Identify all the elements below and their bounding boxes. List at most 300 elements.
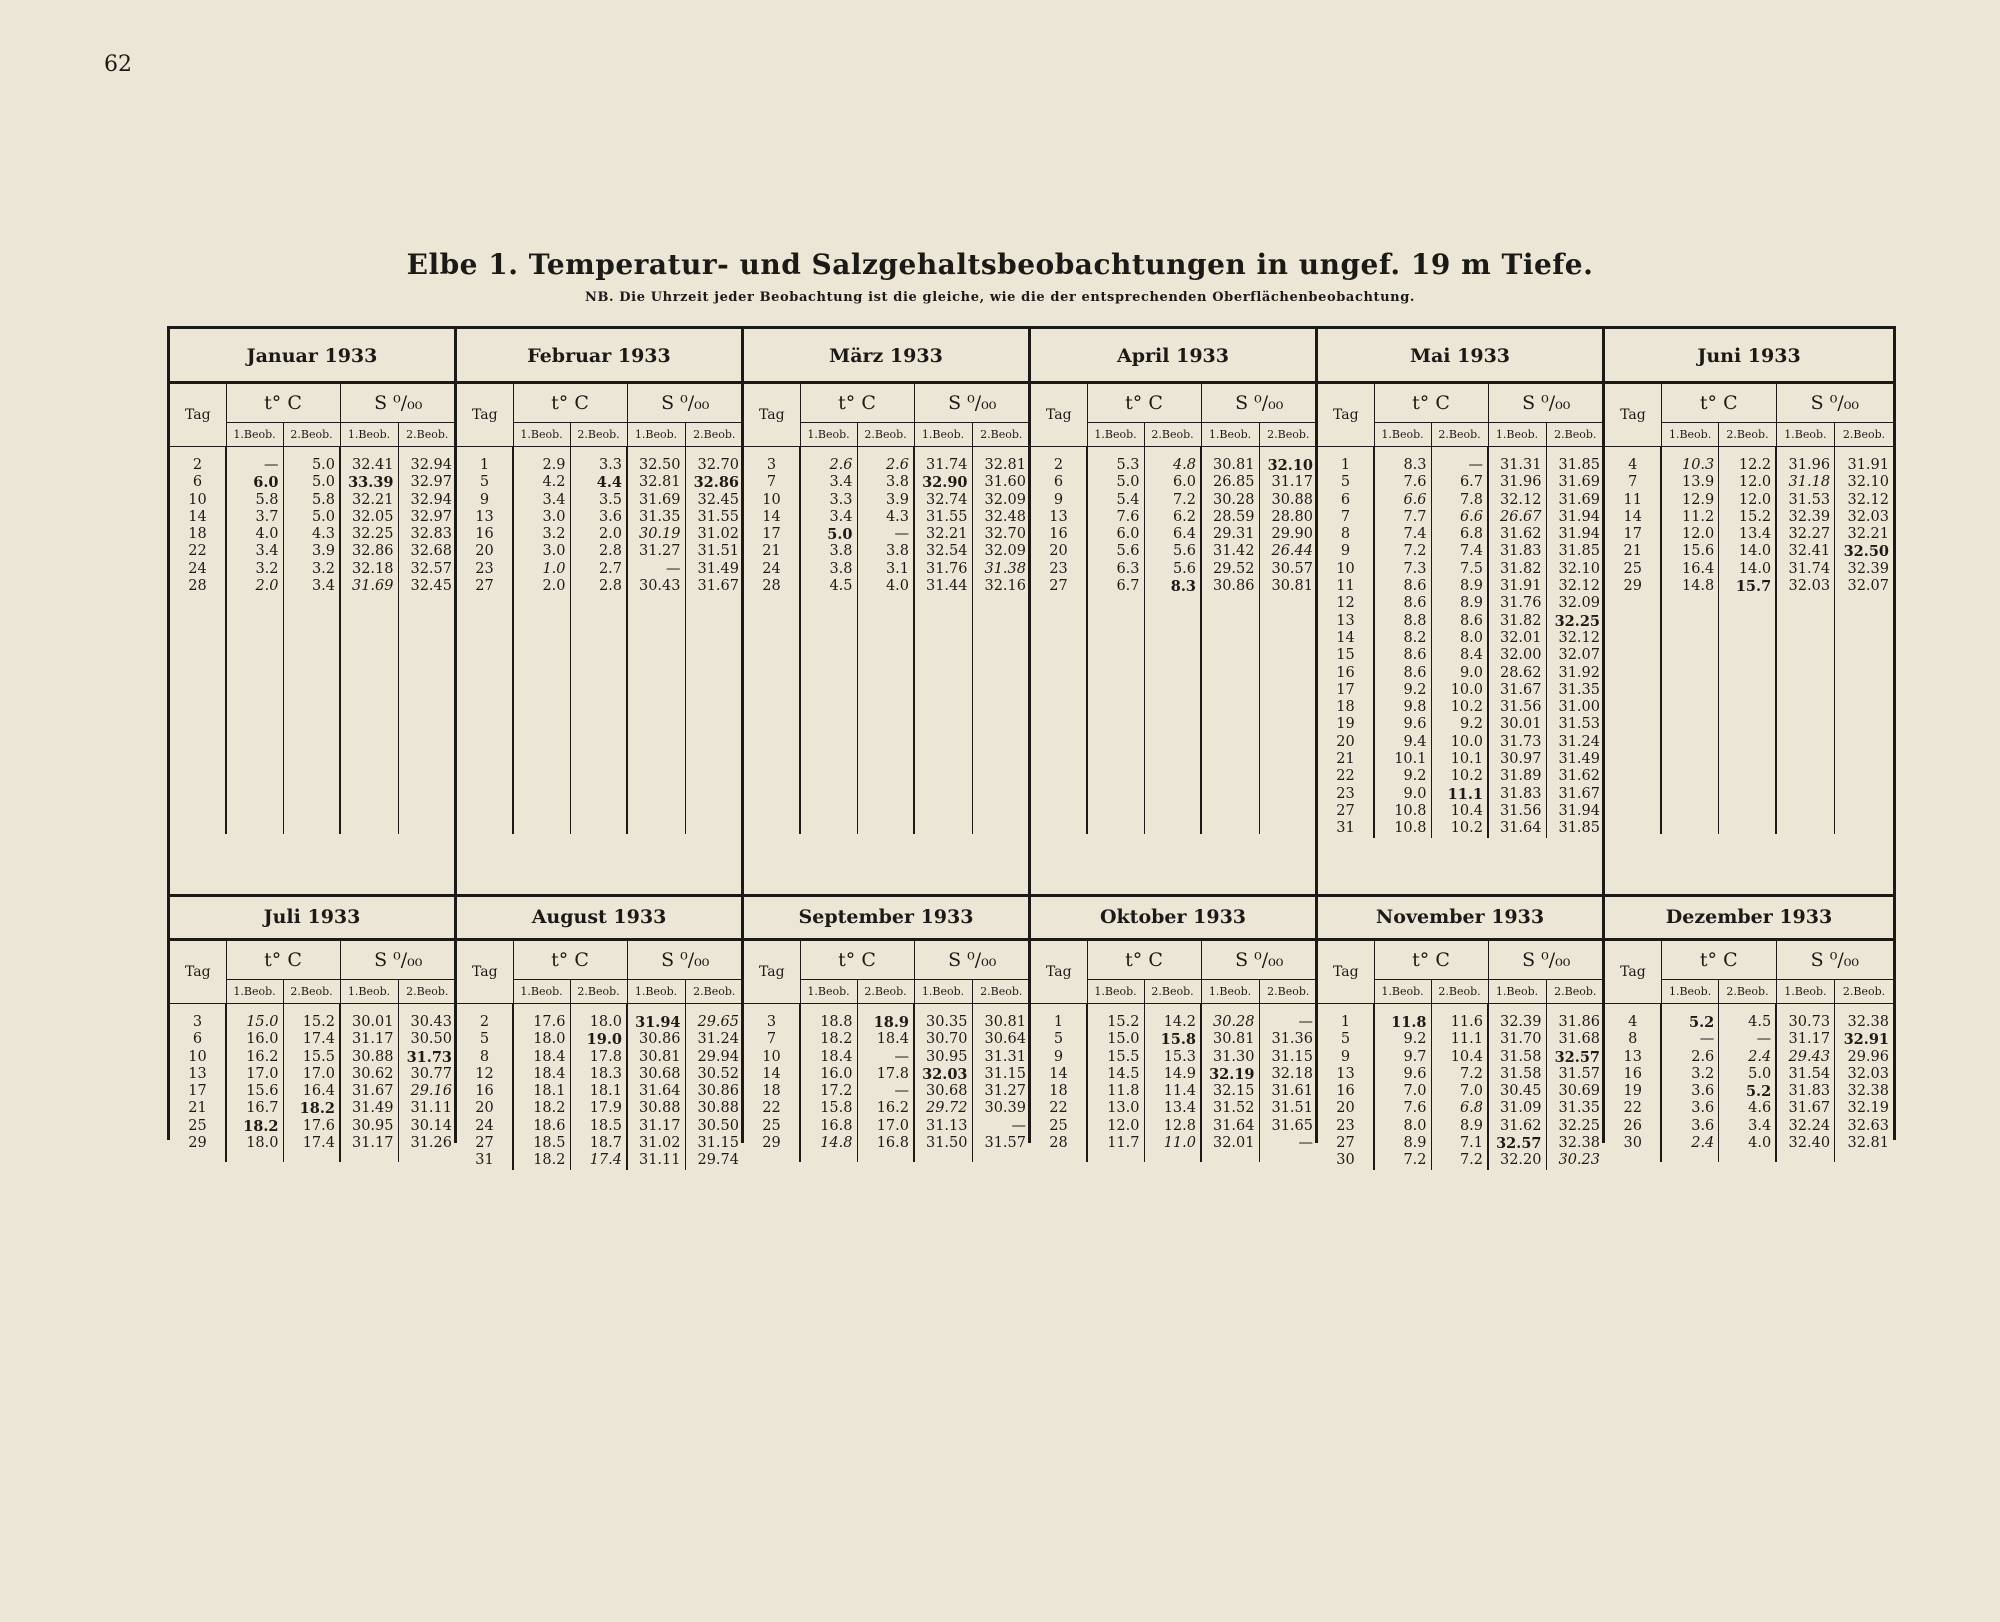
cell-temp-obs2: 8.0 [1431, 630, 1488, 647]
cell-temp-obs2: 17.9 [570, 1100, 627, 1117]
temperature-header: t° C [226, 941, 340, 980]
cell-salt-obs1: 32.15 [1201, 1083, 1259, 1100]
month-panel-7 [170, 897, 457, 1152]
cell-temp-obs2: 15.7 [1719, 578, 1776, 595]
month-table [1031, 941, 1317, 1162]
month-table [1318, 941, 1604, 1170]
cell-day: 20 [1336, 1100, 1355, 1117]
cell-temp-obs1: 5.0 [1087, 474, 1144, 491]
cell-salt-obs1: 31.74 [1776, 561, 1834, 578]
cell-temp-obs1: 4.0 [226, 526, 283, 543]
cell-temp-obs2: 5.8 [283, 492, 340, 509]
filler-row [1031, 1152, 1317, 1162]
cell-salt-obs1: 32.21 [340, 492, 398, 509]
cell-salt-obs2: 31.61 [1259, 1083, 1317, 1100]
cell-salt-obs2: 31.65 [1259, 1118, 1317, 1135]
table-row [744, 447, 1030, 475]
temp-obs1-header: 1.Beob. [800, 980, 857, 1004]
cell-day: 13 [1336, 612, 1355, 629]
cell-temp-obs2: 7.8 [1431, 492, 1488, 509]
cell-day: 8 [479, 1048, 490, 1065]
table-row [744, 509, 1030, 526]
filler-cell [1776, 595, 1834, 834]
cell-salt-obs2: 30.64 [972, 1031, 1030, 1048]
table-row [1318, 1152, 1604, 1169]
cell-temp-obs1: 9.8 [1374, 699, 1431, 716]
table-row [170, 578, 456, 595]
cell-salt-obs2: 32.38 [1835, 1083, 1893, 1100]
filler-cell [1605, 595, 1661, 834]
salt-obs2-header: 2.Beob. [1259, 980, 1317, 1004]
cell-temp-obs1: 16.2 [226, 1049, 283, 1066]
cell-temp-obs1: 3.2 [513, 526, 570, 543]
cell-salt-obs1: 31.89 [1488, 768, 1546, 785]
cell-day: 25 [188, 1117, 207, 1134]
table-row [744, 1066, 1030, 1083]
cell-day: 10 [188, 491, 207, 508]
cell-temp-obs2: 5.0 [283, 447, 340, 475]
cell-day: 28 [1049, 1135, 1068, 1152]
table-row [1318, 1031, 1604, 1048]
table-row [1318, 699, 1604, 716]
cell-temp-obs1: 15.0 [1087, 1031, 1144, 1048]
cell-temp-obs1: 5.6 [1087, 543, 1144, 560]
observation-grid [167, 326, 1896, 1169]
cell-temp-obs2: 11.6 [1431, 1004, 1488, 1032]
cell-salt-obs1: 31.96 [1776, 447, 1834, 475]
temperature-header: t° C [513, 384, 627, 423]
salt-obs2-header: 2.Beob. [1546, 980, 1604, 1004]
cell-day: 13 [1623, 1048, 1642, 1065]
cell-day: 14 [1336, 629, 1355, 646]
cell-temp-obs2: 8.9 [1431, 595, 1488, 612]
filler-row [744, 595, 1030, 834]
filler-cell [800, 1152, 857, 1162]
table-row [1318, 716, 1604, 733]
temperature-header: t° C [800, 941, 914, 980]
cell-salt-obs2: 31.69 [1546, 474, 1604, 491]
table-row [457, 1100, 743, 1117]
cell-day: 24 [762, 560, 781, 577]
temp-obs1-header: 1.Beob. [513, 980, 570, 1004]
cell-day: 10 [762, 1048, 781, 1065]
filler-cell [914, 1152, 972, 1162]
cell-temp-obs1: 18.2 [513, 1152, 570, 1169]
cell-temp-obs1: 5.8 [226, 492, 283, 509]
cell-temp-obs1: 16.4 [1661, 561, 1718, 578]
cell-day: 2 [1053, 457, 1064, 473]
cell-temp-obs2: 2.6 [857, 447, 914, 475]
salinity-header: S ⁰/₀₀ [1201, 941, 1317, 980]
month-panel-11 [1318, 897, 1605, 1169]
cell-salt-obs2: 29.74 [685, 1152, 743, 1169]
filler-cell [170, 1152, 226, 1162]
table-row [170, 1004, 456, 1032]
cell-salt-obs1: 31.64 [627, 1083, 685, 1100]
cell-day: 21 [188, 1100, 207, 1117]
cell-temp-obs2: 4.0 [1719, 1135, 1776, 1152]
cell-temp-obs1: 18.5 [513, 1135, 570, 1152]
cell-day: 22 [762, 1100, 781, 1117]
cell-salt-obs2: 32.16 [972, 578, 1030, 595]
cell-day: 14 [762, 1065, 781, 1082]
cell-day: 6 [1053, 474, 1064, 491]
cell-salt-obs1: 32.41 [1776, 543, 1834, 560]
cell-salt-obs1: 31.27 [627, 543, 685, 560]
cell-day: 1 [1340, 457, 1351, 473]
tag-header: Tag [744, 941, 800, 1004]
filler-cell [1031, 595, 1087, 834]
cell-salt-obs2: 31.62 [1546, 768, 1604, 785]
cell-temp-obs2: 10.4 [1431, 1049, 1488, 1066]
filler-cell [1661, 595, 1718, 834]
table-row [744, 474, 1030, 491]
filler-cell [283, 1152, 340, 1162]
table-row [1318, 1083, 1604, 1100]
cell-salt-obs1: 32.03 [1776, 578, 1834, 595]
cell-temp-obs2: 18.0 [570, 1004, 627, 1032]
cell-temp-obs2: 9.0 [1431, 665, 1488, 682]
table-row [1031, 561, 1317, 578]
cell-temp-obs1: 7.2 [1374, 1152, 1431, 1169]
table-row [744, 1118, 1030, 1135]
month-heading: März 1933 [744, 329, 1028, 384]
cell-temp-obs2: — [1719, 1031, 1776, 1048]
table-row [1318, 492, 1604, 509]
cell-temp-obs1: 9.0 [1374, 786, 1431, 803]
cell-salt-obs1: 31.52 [1201, 1100, 1259, 1117]
cell-salt-obs2: 32.50 [1835, 543, 1893, 560]
cell-salt-obs2: 31.11 [398, 1100, 456, 1117]
cell-temp-obs2: 15.2 [283, 1004, 340, 1032]
cell-temp-obs1: 7.6 [1374, 474, 1431, 491]
cell-day: 10 [188, 1048, 207, 1065]
table-row [170, 526, 456, 543]
filler-cell [857, 595, 914, 834]
table-row [457, 561, 743, 578]
filler-row [1031, 595, 1317, 834]
tag-header: Tag [744, 384, 800, 447]
cell-salt-obs2: 30.88 [1259, 492, 1317, 509]
cell-temp-obs1: 3.6 [1661, 1118, 1718, 1135]
cell-salt-obs2: 32.25 [1546, 613, 1604, 630]
cell-salt-obs2: 32.18 [1259, 1066, 1317, 1083]
temperature-header: t° C [513, 941, 627, 980]
salt-obs2-header: 2.Beob. [1835, 423, 1893, 447]
cell-temp-obs2: 3.8 [857, 543, 914, 560]
cell-temp-obs2: 3.3 [570, 447, 627, 475]
cell-day: 23 [1336, 1117, 1355, 1134]
cell-temp-obs2: 5.0 [283, 509, 340, 526]
filler-row [1605, 1152, 1893, 1162]
cell-temp-obs2: 6.0 [1144, 474, 1201, 491]
cell-salt-obs1: 28.59 [1201, 509, 1259, 526]
salt-obs1-header: 1.Beob. [627, 980, 685, 1004]
table-row [1318, 647, 1604, 664]
cell-salt-obs1: 30.88 [340, 1049, 398, 1066]
cell-temp-obs2: 5.6 [1144, 561, 1201, 578]
filler-cell [1776, 1152, 1834, 1162]
cell-day: 20 [1049, 543, 1068, 560]
table-row [1318, 526, 1604, 543]
cell-day: 25 [762, 1117, 781, 1134]
tag-header: Tag [1031, 941, 1087, 1004]
cell-temp-obs2: 18.5 [570, 1118, 627, 1135]
cell-temp-obs1: 8.6 [1374, 647, 1431, 664]
table-row [1318, 1066, 1604, 1083]
cell-salt-obs1: 31.17 [627, 1118, 685, 1135]
temp-obs1-header: 1.Beob. [226, 980, 283, 1004]
cell-salt-obs1: 32.18 [340, 561, 398, 578]
cell-temp-obs2: 10.1 [1431, 751, 1488, 768]
cell-temp-obs2: 3.9 [283, 543, 340, 560]
table-row [1318, 543, 1604, 560]
cell-salt-obs1: 31.74 [914, 447, 972, 475]
cell-temp-obs2: 13.4 [1719, 526, 1776, 543]
cell-salt-obs1: 33.39 [340, 474, 398, 491]
cell-day: 16 [1049, 526, 1068, 543]
cell-temp-obs2: 15.3 [1144, 1049, 1201, 1066]
cell-salt-obs1: 30.70 [914, 1031, 972, 1048]
table-row [170, 561, 456, 578]
cell-salt-obs1: 31.54 [1776, 1066, 1834, 1083]
cell-day: 7 [1628, 474, 1638, 491]
cell-salt-obs1: 30.43 [627, 578, 685, 595]
cell-temp-obs2: 7.5 [1431, 561, 1488, 578]
cell-temp-obs2: 6.2 [1144, 509, 1201, 526]
cell-day: 16 [1623, 1065, 1642, 1082]
cell-day: 5 [1340, 474, 1351, 491]
cell-temp-obs1: 7.0 [1374, 1083, 1431, 1100]
cell-temp-obs1: 18.0 [226, 1135, 283, 1152]
cell-salt-obs1: 31.58 [1488, 1066, 1546, 1083]
cell-salt-obs2: 31.15 [972, 1066, 1030, 1083]
salt-obs1-header: 1.Beob. [1201, 423, 1259, 447]
tag-header: Tag [1605, 941, 1661, 1004]
cell-day: 9 [1053, 491, 1064, 508]
cell-salt-obs1: 29.31 [1201, 526, 1259, 543]
cell-day: 27 [1049, 578, 1068, 595]
month-table [744, 384, 1030, 834]
cell-salt-obs1: 31.94 [627, 1004, 685, 1032]
cell-day: 8 [1628, 1031, 1638, 1048]
filler-cell [1144, 1152, 1201, 1162]
cell-day: 17 [188, 1083, 207, 1100]
cell-salt-obs2: 32.12 [1546, 630, 1604, 647]
cell-temp-obs2: 12.2 [1719, 447, 1776, 475]
salinity-header: S ⁰/₀₀ [1776, 941, 1893, 980]
cell-temp-obs2: 9.2 [1431, 716, 1488, 733]
temp-obs2-header: 2.Beob. [1719, 423, 1776, 447]
cell-day: 14 [762, 508, 781, 525]
table-row [1318, 734, 1604, 751]
cell-day: 22 [1049, 1100, 1068, 1117]
month-panel-4 [1031, 329, 1318, 894]
cell-temp-obs2: 19.0 [570, 1031, 627, 1048]
cell-temp-obs2: 18.3 [570, 1066, 627, 1083]
cell-temp-obs2: 18.4 [857, 1031, 914, 1048]
salt-obs2-header: 2.Beob. [685, 423, 743, 447]
cell-temp-obs2: 8.9 [1431, 578, 1488, 595]
page-title: Elbe 1. Temperatur- und Salzgehaltsbeobachtungen in ungef. 19 m Tiefe. [406, 248, 1594, 281]
cell-day: 24 [188, 560, 207, 577]
temp-obs2-header: 2.Beob. [857, 980, 914, 1004]
cell-salt-obs2: 30.43 [398, 1004, 456, 1032]
cell-salt-obs2: 31.92 [1546, 665, 1604, 682]
salt-obs2-header: 2.Beob. [972, 423, 1030, 447]
cell-temp-obs1: 15.0 [226, 1004, 283, 1032]
salt-obs2-header: 2.Beob. [685, 980, 743, 1004]
month-heading: Juni 1933 [1605, 329, 1893, 384]
cell-salt-obs1: 32.20 [1488, 1152, 1546, 1169]
cell-salt-obs2: 30.81 [1259, 578, 1317, 595]
cell-salt-obs2: 32.38 [1546, 1135, 1604, 1152]
cell-day: 17 [762, 526, 781, 543]
cell-temp-obs1: 8.8 [1374, 613, 1431, 630]
cell-salt-obs1: 31.02 [627, 1135, 685, 1152]
month-heading: Juli 1933 [170, 897, 454, 941]
cell-salt-obs2: 32.09 [1546, 595, 1604, 612]
cell-salt-obs2: 30.50 [685, 1118, 743, 1135]
cell-temp-obs2: 18.1 [570, 1083, 627, 1100]
cell-day: 27 [475, 1135, 494, 1152]
cell-day: 15 [1336, 647, 1355, 664]
cell-temp-obs1: 18.2 [513, 1100, 570, 1117]
cell-salt-obs1: 32.50 [627, 447, 685, 475]
cell-temp-obs2: 14.0 [1719, 561, 1776, 578]
cell-temp-obs1: 5.4 [1087, 492, 1144, 509]
cell-day: 27 [1336, 802, 1355, 819]
filler-cell [283, 595, 340, 834]
filler-cell [1835, 1152, 1893, 1162]
cell-salt-obs1: 31.35 [627, 509, 685, 526]
cell-temp-obs2: 7.2 [1431, 1152, 1488, 1169]
cell-salt-obs2: 31.49 [1546, 751, 1604, 768]
cell-salt-obs2: 28.80 [1259, 509, 1317, 526]
cell-temp-obs2: 18.2 [283, 1100, 340, 1117]
table-row [1605, 1118, 1893, 1135]
cell-salt-obs2: 32.45 [685, 492, 743, 509]
cell-salt-obs1: 31.64 [1201, 1118, 1259, 1135]
cell-temp-obs2: 5.6 [1144, 543, 1201, 560]
cell-temp-obs1: 4.5 [800, 578, 857, 595]
cell-day: 6 [192, 1031, 203, 1048]
filler-cell [1719, 1152, 1776, 1162]
table-row [1031, 1135, 1317, 1152]
table-row [1318, 630, 1604, 647]
cell-salt-obs1: 31.55 [914, 509, 972, 526]
table-row [744, 561, 1030, 578]
cell-day: 22 [1623, 1100, 1642, 1117]
cell-temp-obs1: 8.6 [1374, 665, 1431, 682]
page-number: 62 [104, 52, 132, 77]
filler-cell [1201, 1152, 1259, 1162]
cell-temp-obs1: 11.8 [1087, 1083, 1144, 1100]
cell-temp-obs2: 5.0 [1719, 1066, 1776, 1083]
page-subtitle: NB. Die Uhrzeit jeder Beobachtung ist die gleiche, wie die der entsprechenden Oberflächenbeobachtung. [584, 290, 1416, 305]
cell-salt-obs2: 31.68 [1546, 1031, 1604, 1048]
cell-temp-obs1: 12.0 [1661, 526, 1718, 543]
cell-temp-obs1: 10.1 [1374, 751, 1431, 768]
cell-day: 22 [188, 543, 207, 560]
cell-temp-obs2: 13.4 [1144, 1100, 1201, 1117]
filler-cell [398, 1152, 456, 1162]
filler-cell [744, 1152, 800, 1162]
cell-temp-obs2: 8.3 [1144, 578, 1201, 595]
cell-temp-obs1: 16.0 [800, 1066, 857, 1083]
cell-temp-obs1: 5.0 [800, 526, 857, 543]
cell-salt-obs2: 32.39 [1835, 561, 1893, 578]
cell-temp-obs1: 17.2 [800, 1083, 857, 1100]
cell-salt-obs2: 31.60 [972, 474, 1030, 491]
cell-day: 12 [475, 1065, 494, 1082]
cell-day: 23 [1336, 785, 1355, 802]
filler-row [1605, 595, 1893, 834]
temp-obs2-header: 2.Beob. [857, 423, 914, 447]
table-row [1318, 1135, 1604, 1152]
table-row [170, 1049, 456, 1066]
cell-day: 9 [1340, 1048, 1351, 1065]
month-heading: Januar 1933 [170, 329, 454, 384]
filler-cell [340, 595, 398, 834]
table-row [1605, 1083, 1893, 1100]
cell-day: 19 [1623, 1083, 1642, 1100]
filler-cell [1835, 595, 1893, 834]
table-row [744, 1004, 1030, 1032]
cell-salt-obs1: 32.90 [914, 474, 972, 491]
cell-temp-obs1: 18.0 [513, 1031, 570, 1048]
cell-salt-obs2: 31.53 [1546, 716, 1604, 733]
cell-salt-obs1: 32.86 [340, 543, 398, 560]
table-row [457, 526, 743, 543]
salt-obs1-header: 1.Beob. [914, 980, 972, 1004]
cell-temp-obs1: 11.7 [1087, 1135, 1144, 1152]
table-row [744, 1083, 1030, 1100]
temp-obs2-header: 2.Beob. [570, 423, 627, 447]
cell-temp-obs2: 17.4 [283, 1135, 340, 1152]
salt-obs2-header: 2.Beob. [1835, 980, 1893, 1004]
cell-day: 27 [475, 578, 494, 595]
cell-salt-obs2: 32.12 [1835, 492, 1893, 509]
cell-temp-obs1: 14.5 [1087, 1066, 1144, 1083]
cell-salt-obs2: 30.14 [398, 1118, 456, 1135]
table-row [457, 447, 743, 475]
filler-cell [570, 595, 627, 834]
cell-salt-obs1: 31.11 [627, 1152, 685, 1169]
cell-day: 1 [1053, 1014, 1064, 1030]
cell-temp-obs1: 18.4 [513, 1049, 570, 1066]
filler-cell [857, 1152, 914, 1162]
cell-temp-obs2: — [857, 526, 914, 543]
cell-salt-obs2: 29.90 [1259, 526, 1317, 543]
cell-salt-obs2: 31.85 [1546, 820, 1604, 837]
cell-temp-obs2: — [857, 1049, 914, 1066]
table-row [744, 578, 1030, 595]
cell-temp-obs1: 9.4 [1374, 734, 1431, 751]
cell-temp-obs2: — [857, 1083, 914, 1100]
cell-salt-obs2: 32.48 [972, 509, 1030, 526]
cell-salt-obs1: 32.12 [1488, 492, 1546, 509]
cell-salt-obs2: 32.94 [398, 447, 456, 475]
table-row [457, 1083, 743, 1100]
cell-salt-obs1: 30.01 [340, 1004, 398, 1032]
cell-salt-obs1: 30.81 [1201, 1031, 1259, 1048]
cell-salt-obs1: 32.57 [1488, 1135, 1546, 1152]
cell-day: 6 [192, 474, 203, 491]
table-row [1031, 509, 1317, 526]
cell-salt-obs2: 31.85 [1546, 447, 1604, 475]
table-row [1605, 492, 1893, 509]
